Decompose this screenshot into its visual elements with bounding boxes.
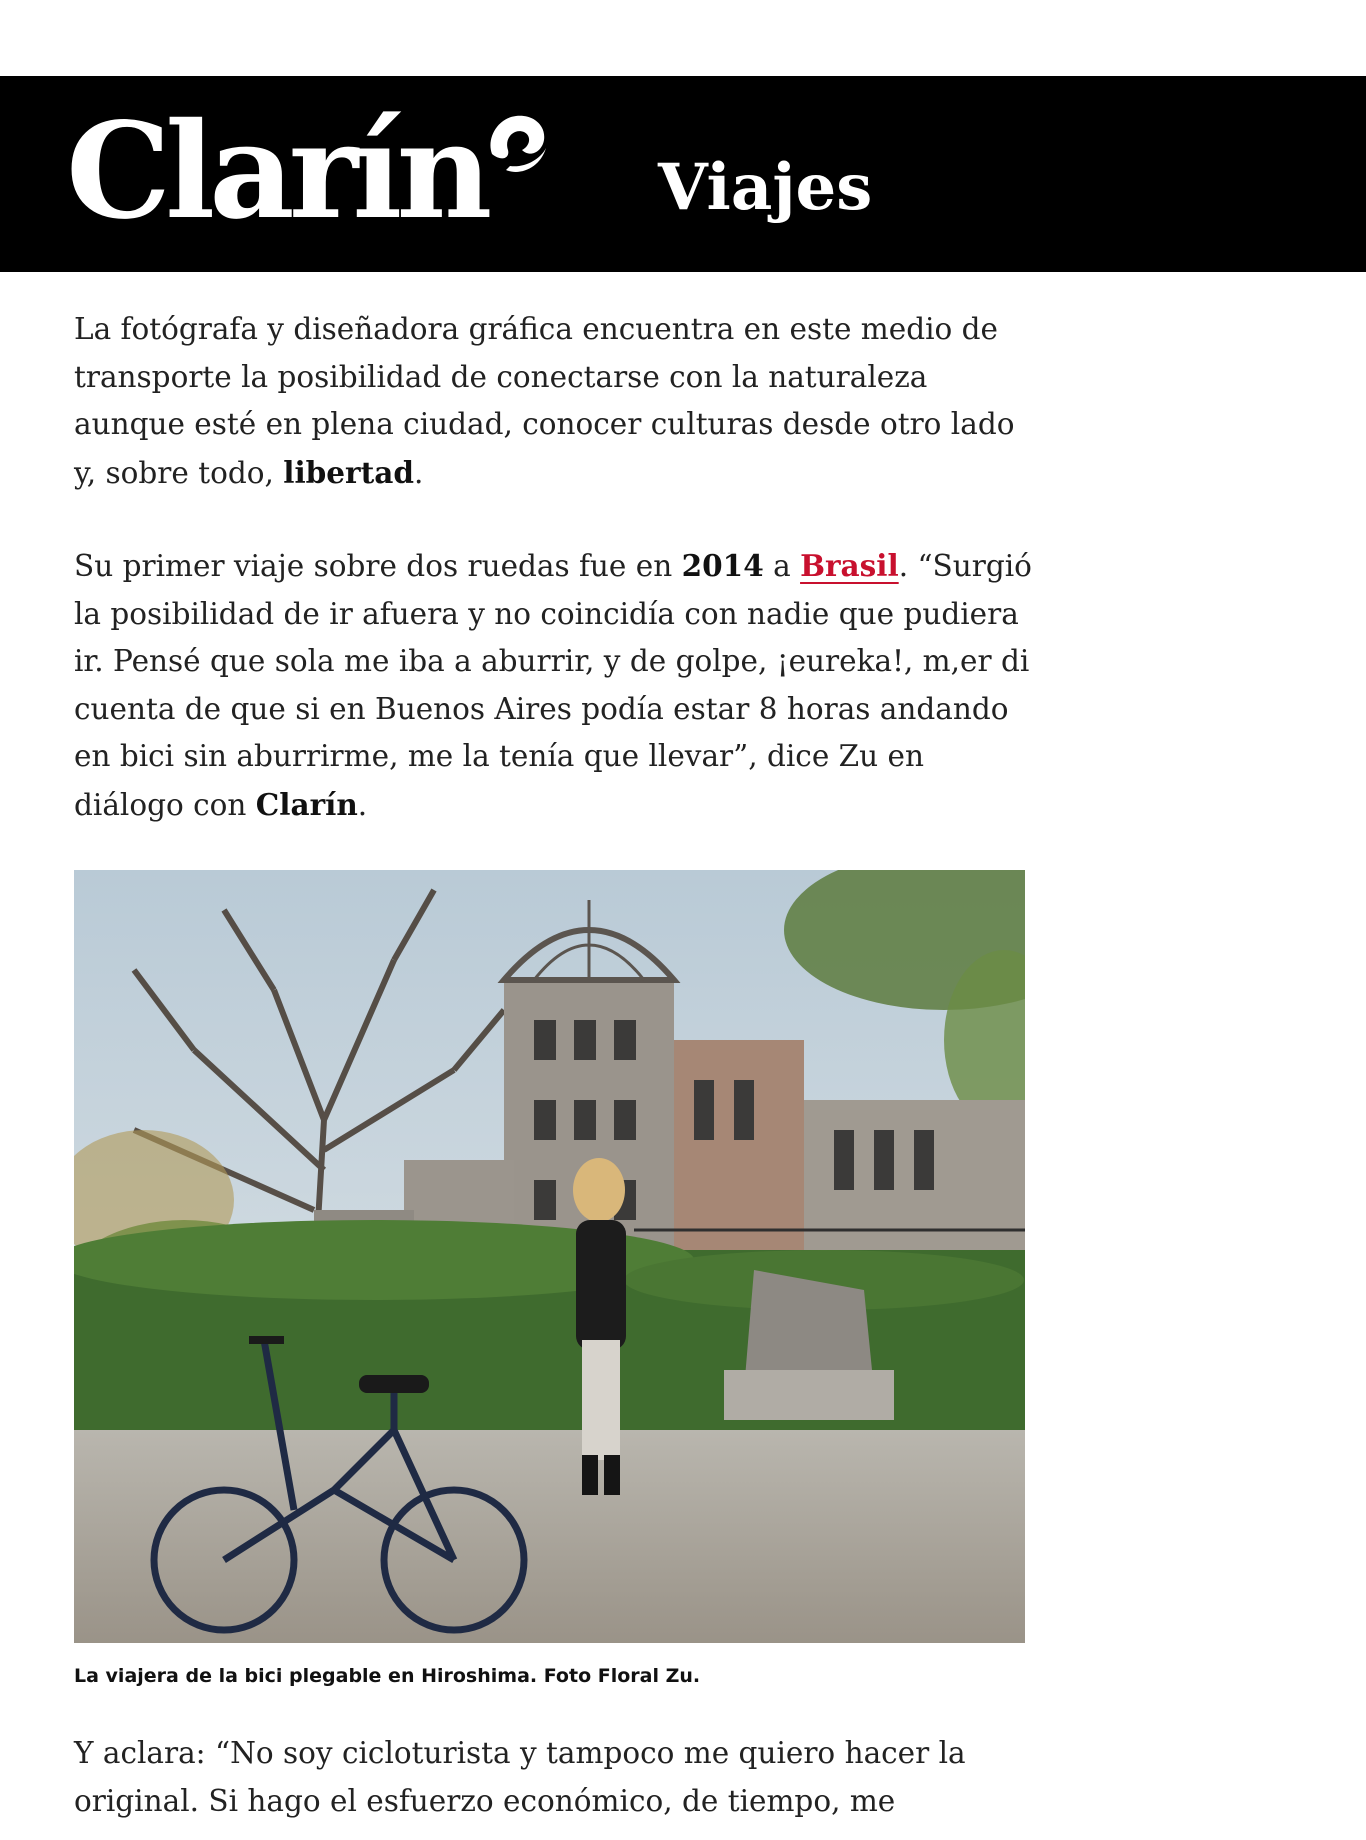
hiroshima-photo-illustration [74, 870, 1025, 1643]
logo-mark-icon [484, 110, 550, 176]
photo-caption: La viajera de la bici plegable en Hiroshima. Foto Floral Zu. [74, 1665, 701, 1687]
top-whitespace [0, 0, 1366, 76]
brasil-link[interactable]: Brasil [800, 548, 899, 583]
clarin-logo[interactable]: Clarín [66, 94, 487, 249]
paragraph-2-bold: Clarín [255, 786, 358, 822]
paragraph-2 [74, 542, 1032, 829]
paragraph-2-text-a: Su primer viaje sobre dos ruedas fue en [74, 549, 682, 583]
paragraph-2-text-c: . “Surgió la posibilidad de ir afuera y no coincidía con nadie que pudiera ir. Pensé que sola me iba a aburrir, y de golpe, ¡eureka!, m,er di cuenta de que si en Buenos Aires podía estar 8 horas andando en bici sin aburrirme, me la tenía que llevar”, dice Zu en diálogo con [74, 549, 1032, 822]
paragraph-1-text: La fotógrafa y diseñadora gráfica encuentra en este medio de transporte la posibilidad de conectarse con la naturaleza aunque esté en plena ciudad, conocer culturas desde otro lado y, sobre todo, [74, 312, 1015, 490]
paragraph-2-end: . [357, 787, 368, 822]
paragraph-2-year: 2014 [681, 548, 764, 583]
paragraph-1-end: . [413, 455, 424, 490]
paragraph-1 [74, 306, 1032, 497]
section-title[interactable]: Viajes [658, 150, 873, 225]
article-photo [74, 870, 1025, 1643]
paragraph-3: Y aclara: “No soy cicloturista y tampoco me quiero hacer la original. Si hago el esfuerzo económico, de tiempo, me [74, 1736, 966, 1818]
paragraph-1-bold: libertad [283, 454, 414, 490]
paragraph-2-text-b: a [763, 549, 801, 583]
site-header [0, 76, 1366, 272]
